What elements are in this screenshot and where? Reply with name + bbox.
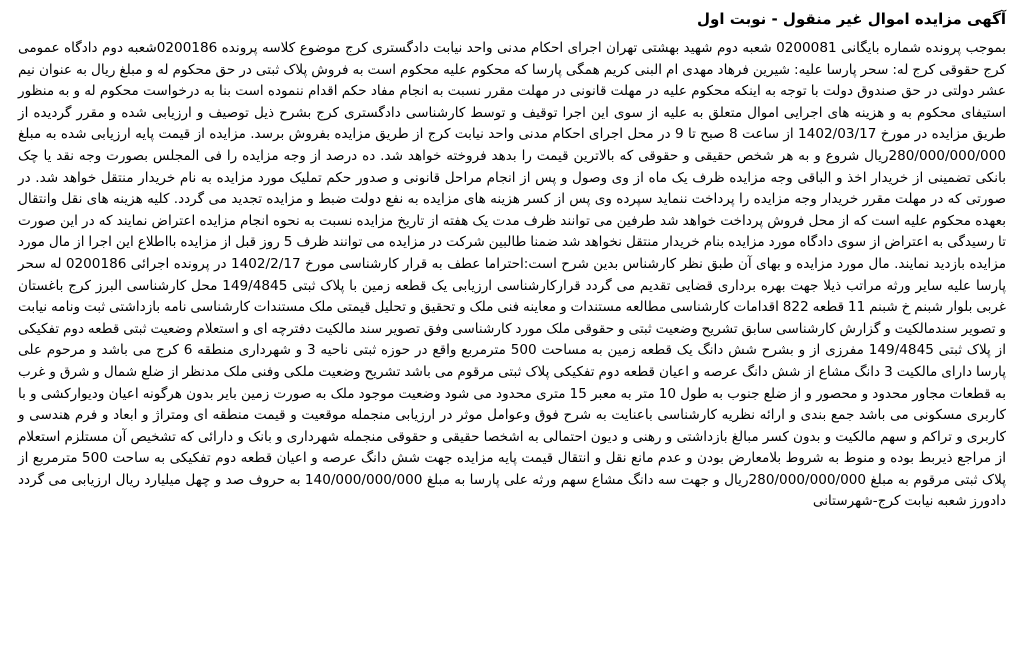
- notice-title: آگهی مزایده اموال غیر منقول - نوبت اول: [697, 10, 1006, 28]
- notice-body: بموجب پرونده شماره بایگانی 0200081 شعبه دوم شهید بهشتی تهران اجرای احکام مدنی واحد نیابت دادگستری کرج موضوع کلاسه پرونده 0200186شعبه دوم دادگاه عمومی کرج حقوقی کرج له: سحر پارسا علیه: شیرین فرهاد مهدی ام البنی کریم همگی پارسا که محکوم علیه محکوم است به فروش پلاک ثبتی در حق محکوم له و مبلغ ریال به عنوان نیم عشر دولتی در حق صندوق دولت با توجه به اینکه محکوم علیه در مهلت قانونی در مهلت مقرر نسبت به انجام مفاد حکم اقدام ننموده است بنا به درخواست محکوم له و به منظور استیفای محکوم به و هزینه های اجرایی اموال متعلق به علیه از سوی این اجرا توقیف و توسط کارشناسی دادگستری کرج بشرح ذیل توصیف و ارزیابی شده و مقرر گردیده از طریق مزایده در مورخ 1402/03/17 از ساعت 8 صبح تا 9 در محل اجرای احکام مدنی واحد نیابت کرج از طریق مزایده بفروش برسد. مزایده از قیمت پایه ارزیابی شده به مبلغ 280/000/000/000ریال شروع و به هر شخص حقیقی و حقوقی که بالاترین قیمت را بدهد فروخته خواهد شد. ده درصد از وجه مزایده را فی المجلس بصورت وجه نقد یا چک بانکی تضمینی از خریدار اخذ و الباقی وجه مزایده ظرف یک ماه از وی وصول و پس از انجام مراحل قانونی و صدور حکم تملیک مورد مزایده به نام خریدار منتقل خواهد شد. در صورتی که در مهلت مقرر خریدار وجه مزایده را پرداخت ننماید سپرده وی پس از کسر هزینه های مزایده به نفع دولت ضبط و مزایده تجدید می گردد. کلیه هزینه های نقل وانتقال بعهده محکوم علیه است که از محل فروش پرداخت خواهد شد طرفین می توانند ظرف مدت یک هفته از تاریخ مزایده نسبت به نحوه انجام مزایده اعتراض نمایند که در این صورت تا رسیدگی به اعتراض از سوی دادگاه مورد مزایده بنام خریدار منتقل نخواهد شد ضمنا طالبین شرکت در مزایده می توانند ظرف 5 روز قبل از مزایده بااطلاع این اجرا از مال مورد مزایده بازدید نمایند. مال مورد مزایده و بهای آن طبق نظر کارشناس بدین شرح است:احتراما عطف به قرار کارشناسی مورخ 1402/2/17 در پرونده اجرائی 0200186 له سحر پارسا علیه سایر ورثه مراتب ذیلا جهت بهره برداری قضایی تقدیم می گردد قرارکارشناسی ارزیابی یک قطعه زمین با پلاک ثبتی 149/4845 محل کارشناسی البرز کرج باغستان غربی بلوار شبنم خ شبنم 11 قطعه 822 اقدامات کارشناسی مطالعه مستندات و معاینه فنی ملک و تحقیق و تحلیل قیمتی ملک مستندات کارشناسی نامه بازداشتی ثبت ونامه نیابت و تصویر سندمالکیت و گزارش کارشناسی سابق تشریح وضعیت ثبتی و حقوقی ملک مورد کارشناسی وفق تصویر سند مالکیت دفترچه ای و استعلام وضعیت ثبتی قطعه دوم تفکیکی از پلاک ثبتی 149/4845 مفرزی از و بشرح شش دانگ یک قطعه زمین به مساحت 500 مترمربع واقع در حوزه ثبتی ناحیه 3 و شهرداری منطقه 6 کرج می باشد و مرحوم علی پارسا دارای مالکیت 3 دانگ مشاع از شش دانگ عرصه و اعیان قطعه دوم تفکیکی پلاک ثبتی مرقوم می باشد تشریح وضعیت ملکی وفنی ملک مدنظر از ضلع شمال و شرق و غرب به قطعات مجاور محدود و محصور و از ضلع جنوب به طول 10 متر به معبر 15 متری محدود می شود وضعیت موجود ملک به صورت زمین بایر بدون هرگونه اعیان ودیوارکشی و با کاربری مسکونی می باشد جمع بندی و ارائه نظریه کارشناسی باعنایت به شرح فوق وعوامل موثر در ارزیابی منجمله موقعیت و قیمت منطقه ای ومتراژ و ابعاد و فرم هندسی و کاربری و تراکم و سهم مالکیت و بدون کسر مبالغ بازداشتی و رهنی و دیون احتمالی به اشخصا حقیقی و حقوقی منجمله شهرداری و بانک و دارائی که تشخیص آن مستلزم استعلام از مراجع ذیربط بوده و منوط به شروط بلامعارض بودن و عدم مانع نقل و انتقال قیمت پایه مزایده جهت شش دانگ عرصه و اعیان قطعه دوم تفکیکی به ساحت 500 مترمربع از پلاک ثبتی مرقوم به مبلغ 280/000/000/000ریال و جهت سه دانگ مشاع سهم ورثه علی پارسا به مبلغ 140/000/000/000 به حروف صد و چهل میلیارد ریال ارزیابی می گردد دادورز شعبه نیابت کرج-شهرستانی: [18, 40, 1007, 510]
